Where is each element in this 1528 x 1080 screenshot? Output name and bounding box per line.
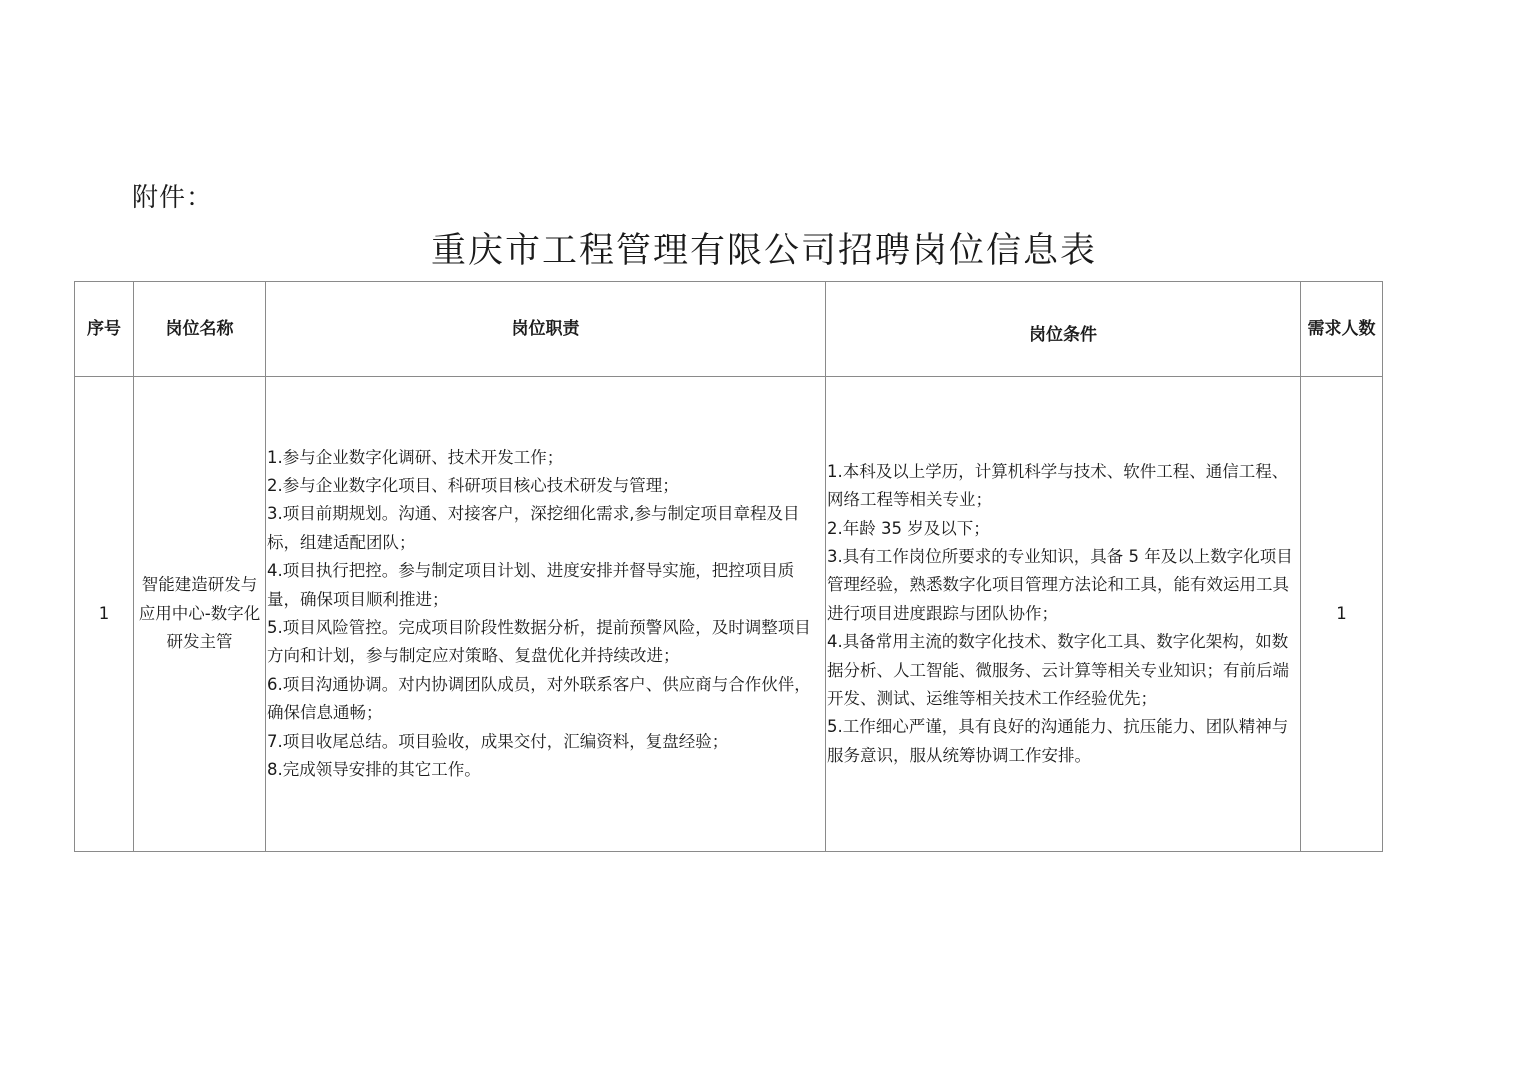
duty-item: 1.参与企业数字化调研、技术开发工作； (267, 447, 564, 467)
requirement-item: 1.本科及以上学历，计算机科学与技术、软件工程、通信工程、网络工程等相关专业； (827, 461, 1289, 510)
requirement-item: 4.具备常用主流的数字化技术、数字化工具、数字化架构，如数据分析、人工智能、微服务、云计算等相关专业知识；有前后端开发、测试、运维等相关技术工作经验优先； (827, 632, 1289, 709)
header-no: 序号 (75, 282, 134, 377)
requirement-item: 2.年龄 35 岁及以下； (827, 518, 990, 538)
row-requirements (826, 377, 1301, 852)
requirement-item: 3.具有工作岗位所要求的专业知识，具备 5 年及以上数字化项目管理经验，熟悉数字化项目管理方法论和工具，能有效运用工具进行项目进度跟踪与团队协作； (827, 546, 1293, 623)
row-headcount: 1 (1301, 377, 1383, 852)
duty-item: 4.项目执行把控。参与制定项目计划、进度安排并督导实施，把控项目质量，确保项目顺利推进； (267, 561, 795, 609)
duty-item: 6.项目沟通协调。对内协调团队成员，对外联系客户、供应商与合作伙伴，确保信息通畅； (267, 674, 811, 723)
row-duties (266, 377, 826, 852)
table-header-row (75, 282, 1383, 377)
attachment-label: 附件： (132, 183, 214, 213)
duty-item: 5.项目风险管控。完成项目阶段性数据分析，提前预警风险，及时调整项目方向和计划，参与制定应对策略、复盘优化并持续改进； (267, 618, 811, 666)
page-title: 重庆市工程管理有限公司招聘岗位信息表 (430, 231, 1097, 271)
header-requirements: 岗位条件 (826, 282, 1301, 377)
header-position: 岗位名称 (134, 282, 266, 377)
row-no: 1 (75, 377, 134, 852)
row-position-name: 智能建造研发与应用中心-数字化研发主管 (134, 377, 266, 852)
duty-item: 7.项目收尾总结。项目验收，成果交付，汇编资料，复盘经验； (267, 731, 729, 751)
duty-item: 2.参与企业数字化项目、科研项目核心技术研发与管理； (267, 475, 679, 495)
duty-item: 8.完成领导安排的其它工作。 (267, 760, 481, 780)
requirement-item: 5.工作细心严谨，具有良好的沟通能力、抗压能力、团队精神与服务意识，服从统筹协调工作安排。 (827, 717, 1289, 765)
duty-item: 3.项目前期规划。沟通、对接客户，深挖细化需求,参与制定项目章程及目标，组建适配团队； (267, 504, 800, 552)
job-info-table (74, 281, 1383, 852)
header-duties: 岗位职责 (266, 282, 826, 377)
header-headcount: 需求人数 (1301, 282, 1383, 377)
table-row (75, 377, 1383, 852)
